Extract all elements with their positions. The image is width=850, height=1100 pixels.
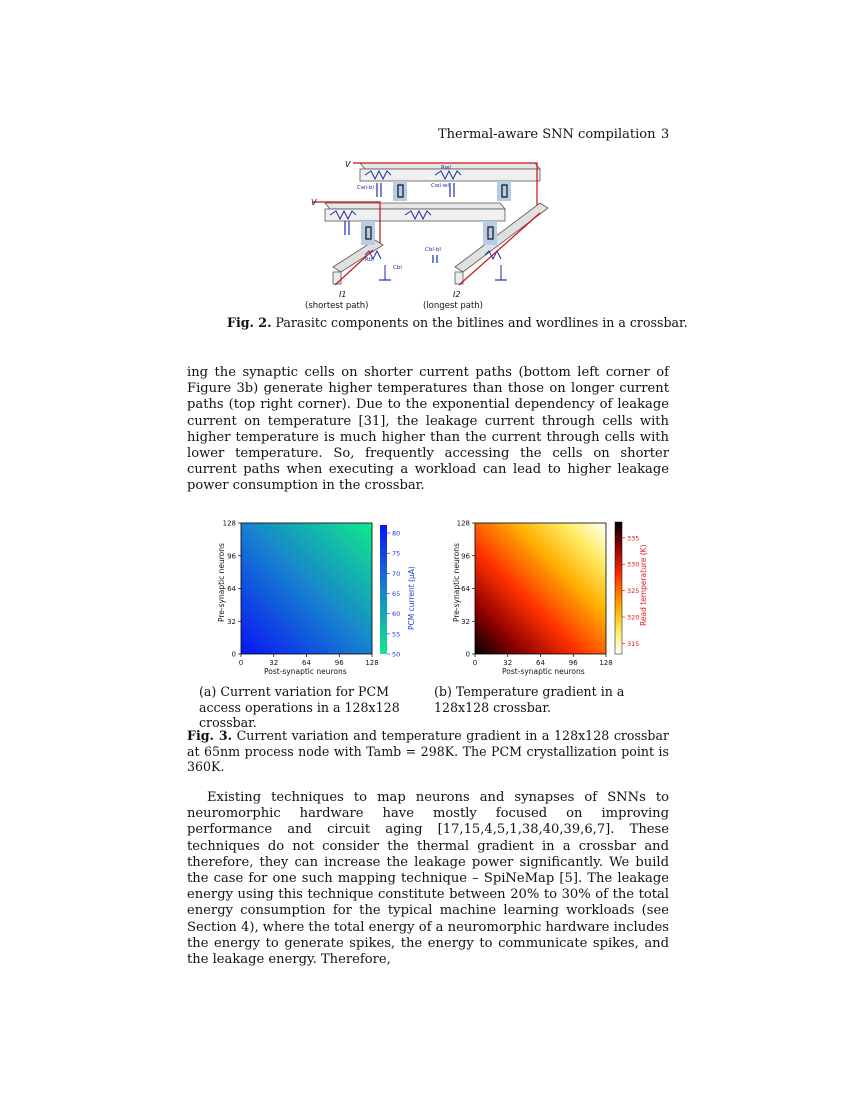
current-label-i2: I2 [453, 290, 461, 299]
colorbar-tick-label: 65 [392, 590, 401, 599]
y-tick-label: 96 [461, 552, 470, 561]
crossbar-parasitic-diagram [305, 155, 555, 310]
x-tick-label: 96 [568, 659, 578, 667]
voltage-label-top: V [345, 160, 351, 169]
x-tick-label: 64 [302, 659, 311, 667]
component-label-cwl-wl: Cwl-wl [431, 183, 449, 189]
current-colorbar [380, 525, 387, 654]
fig2-caption [227, 315, 688, 331]
colorbar-tick-label: 315 [627, 639, 640, 648]
component-label-cbl-bl: Cbl-bl [425, 247, 441, 253]
body-paragraph-2: Existing techniques to map neurons and synapses of SNNs to neuromorphic hardware have mostly focused on improving performance and circuit aging [17,15,4,5,1,38,40,39,6,7]. These techniques do not consider the thermal gradient in a crossbar and therefore, they can increase the leakage power significantly. We build the case for one such mapping technique – SpiNeMap [5]. The leakage energy using this technique constitute between 20% to 30% of the total energy consumption for the typical machine learning workloads (see Section 4), where the total energy of a neuromorphic hardware includes the energy to generate spikes, the energy to communicate spikes, and the leakage energy. Therefore, [187, 790, 669, 968]
colorbar-tick-label: 50 [392, 650, 401, 659]
y-tick-label: 96 [227, 552, 236, 561]
colorbar-tick-label: 70 [392, 569, 401, 578]
temperature-heatmap-chart [445, 512, 660, 682]
x-tick-label: 32 [503, 659, 513, 667]
colorbar-tick-label: 335 [627, 534, 640, 543]
y-tick-label: 64 [227, 585, 236, 593]
component-label-cbl: Cbl [393, 265, 402, 271]
temperature-heatmap-area [475, 523, 606, 654]
colorbar-tick-label: 330 [627, 560, 640, 569]
fig3a-caption: (a) Current variation for PCM access operations in a 128x128 crossbar. [199, 684, 400, 730]
page-number: 3 [661, 127, 670, 142]
colorbar-tick-label: 75 [392, 549, 401, 558]
y-tick-label: 0 [465, 650, 470, 659]
y-tick-label: 32 [461, 617, 470, 626]
longest-path-label: (longest path) [423, 301, 483, 310]
voltage-label-front: V [311, 198, 317, 207]
y-tick-label: 32 [227, 617, 236, 626]
colorbar-tick-label: 325 [627, 587, 640, 596]
component-label-rwl: Rwl [441, 165, 451, 171]
x-tick-label: 128 [365, 659, 379, 667]
y-tick-label: 128 [456, 519, 470, 528]
x-tick-label: 96 [334, 659, 344, 667]
y-tick-label: 128 [222, 519, 236, 528]
colorbar-tick-label: 55 [392, 630, 401, 639]
shortest-path-label: (shortest path) [305, 301, 369, 310]
fig3-caption [187, 728, 669, 775]
colorbar-tick-label: 320 [627, 613, 640, 622]
temperature-colorbar [615, 522, 622, 654]
x-tick-label: 0 [472, 659, 478, 667]
current-colorbar-label: PCM current (μA) [407, 566, 416, 630]
running-header: Thermal-aware SNN compilation [438, 127, 656, 142]
current-heatmap-chart [210, 512, 420, 682]
x-tick-label: 0 [238, 659, 244, 667]
x-tick-label: 32 [269, 659, 279, 667]
component-label-cwl-bl: Cwl-bl [357, 185, 374, 191]
x-tick-label: 128 [599, 659, 613, 667]
colorbar-tick-label: 80 [392, 529, 401, 538]
body-paragraph-1: ing the synaptic cells on shorter current paths (bottom left corner of Figure 3b) generate higher temperatures than those on longer current paths (top right corner). Due to the exponential dependency of leakage current on temperature [31], the leakage current through cells with higher temperature is much higher than the current through cells with lower temperature. So, frequently accessing the cells on shorter current paths when executing a workload can lead to higher leakage power consumption in the crossbar. [187, 365, 669, 494]
y-tick-label: 64 [461, 585, 470, 593]
fig2-caption-label: Fig. 2. [227, 315, 272, 330]
current-heatmap-ylabel: Pre-synaptic neurons [217, 543, 226, 622]
component-label-rbl: Rbl [365, 257, 374, 263]
temperature-colorbar-label: Read temperature (K) [639, 544, 648, 626]
x-tick-label: 64 [536, 659, 545, 667]
temperature-heatmap-ylabel: Pre-synaptic neurons [452, 543, 461, 622]
fig2-caption-text: Parasitc components on the bitlines and wordlines in a crossbar. [275, 315, 688, 330]
temperature-heatmap-xlabel: Post-synaptic neurons [502, 667, 585, 676]
fig3-caption-label: Fig. 3. [187, 728, 233, 743]
current-label-i1: I1 [339, 290, 347, 299]
fig3b-caption: (b) Temperature gradient in a 128x128 crossbar. [434, 684, 625, 715]
current-heatmap-area [241, 523, 372, 654]
current-heatmap-xlabel: Post-synaptic neurons [264, 667, 347, 676]
colorbar-tick-label: 60 [392, 610, 401, 619]
fig3-caption-text: Current variation and temperature gradient in a 128x128 crossbar at 65nm process node with Tamb = 298K. The PCM crystallization point is 360K. [187, 728, 669, 774]
y-tick-label: 0 [231, 650, 236, 659]
